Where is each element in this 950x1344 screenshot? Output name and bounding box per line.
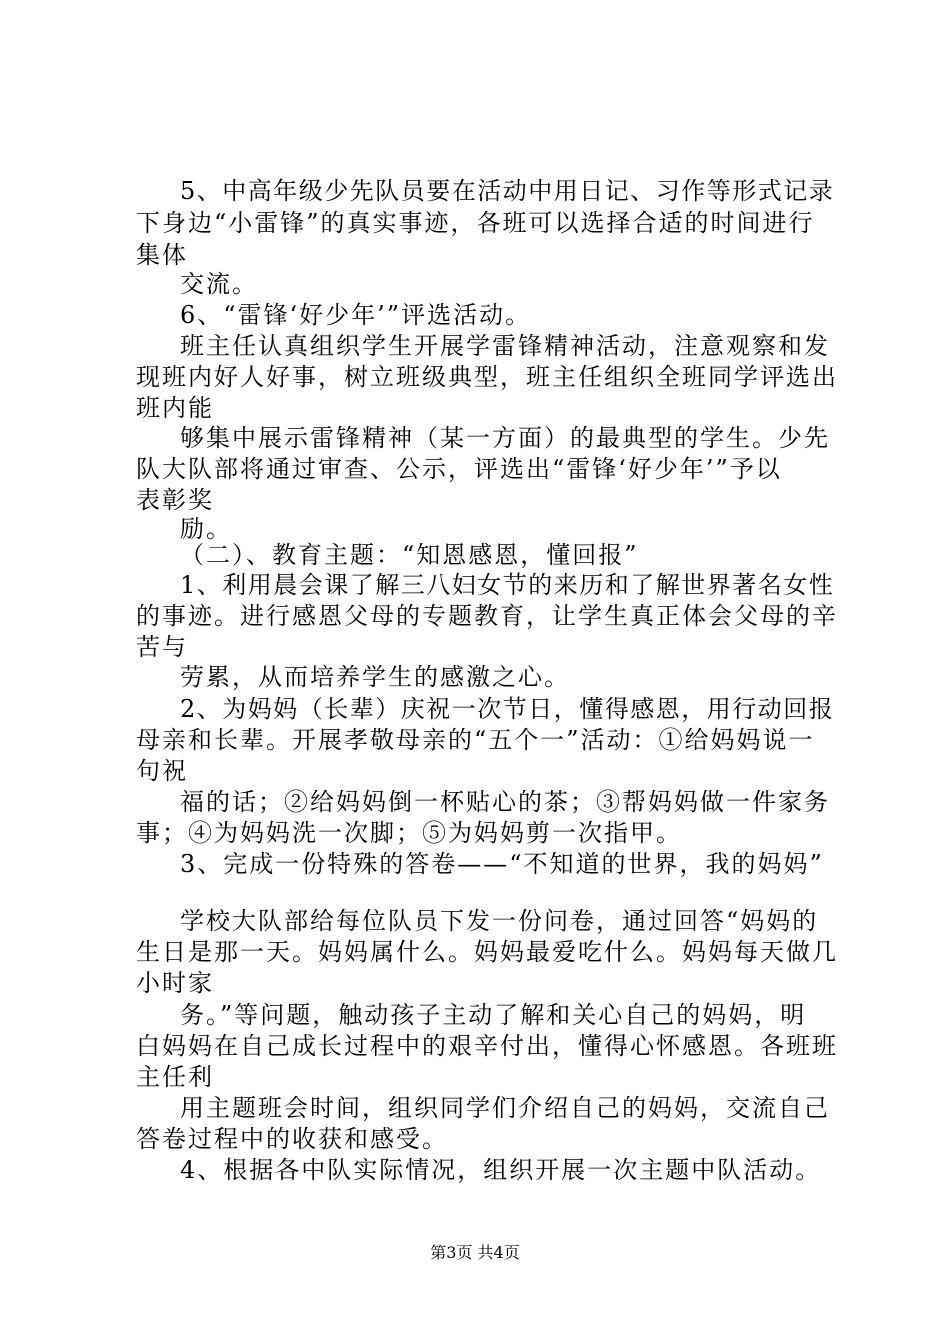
text-line: 6、“雷锋‘好少年’”评选活动。 — [180, 301, 532, 329]
page-number-footer: 第3页 共4页 — [430, 1243, 520, 1262]
text-line: 生日是那一天。妈妈属什么。妈妈最爱吃什么。妈妈每天做几 — [136, 938, 838, 966]
text-line: 2、为妈妈（长辈）庆祝一次节日，懂得感恩，用行动回报 — [180, 695, 835, 723]
text-line: 学校大队部给每位队员下发一份问卷，通过回答“妈妈的 — [180, 907, 819, 935]
text-line: 班主任认真组织学生开展学雷锋精神活动，注意观察和发 — [180, 332, 830, 360]
text-line: 母亲和长辈。开展孝敬母亲的“五个一”活动：①给妈妈说一 — [136, 726, 815, 754]
text-line: 班内能 — [136, 394, 214, 422]
text-line: 的事迹。进行感恩父母的专题教育，让学生真正体会父母的辛 — [136, 602, 838, 630]
text-line: 1、利用晨会课了解三八妇女节的来历和了解世界著名女性 — [180, 571, 835, 599]
text-line: 交流。 — [180, 270, 258, 298]
text-line: 劳累，从而培养学生的感激之心。 — [180, 663, 570, 691]
text-line: 下身边“小雷锋”的真实事迹，各班可以选择合适的时间进行 — [136, 209, 815, 237]
text-line: 苦与 — [136, 633, 188, 661]
text-line: 用主题班会时间，组织同学们介绍自己的妈妈，交流自己 — [180, 1094, 830, 1122]
text-line: 够集中展示雷锋精神（某一方面）的最典型的学生。少先 — [180, 424, 830, 452]
text-line: 队大队部将通过审查、公示，评选出“雷锋‘好少年’”予以 — [136, 455, 782, 483]
text-line: 务。”等问题，触动孩子主动了解和关心自己的妈妈，明 — [180, 1001, 807, 1029]
text-line: 集体 — [136, 241, 188, 269]
text-line: 表彰奖 — [136, 486, 214, 514]
text-line: 4、根据各中队实际情况，组织开展一次主题中队活动。 — [180, 1156, 822, 1184]
text-line: 白妈妈在自己成长过程中的艰辛付出，懂得心怀感恩。各班班 — [136, 1032, 838, 1060]
text-line: 福的话；②给妈妈倒一杯贴心的茶；③帮妈妈做一件家务 — [180, 788, 830, 816]
text-line: 小时家 — [136, 969, 214, 997]
text-line: 句祝 — [136, 757, 188, 785]
text-line: 现班内好人好事，树立班级典型，班主任组织全班同学评选出 — [136, 363, 838, 391]
text-line: 励。 — [180, 515, 232, 543]
section-heading: （二）、教育主题：“知恩感恩，懂回报” — [180, 541, 639, 569]
text-line: 5、中高年级少先队员要在活动中用日记、习作等形式记录 — [180, 177, 835, 205]
text-line: 事；④为妈妈洗一次脚；⑤为妈妈剪一次指甲。 — [136, 819, 682, 847]
text-line: 答卷过程中的收获和感受。 — [136, 1125, 448, 1153]
text-line: 主任利 — [136, 1063, 214, 1091]
text-line: 3、完成一份特殊的答卷——“不知道的世界，我的妈妈” — [180, 850, 824, 878]
